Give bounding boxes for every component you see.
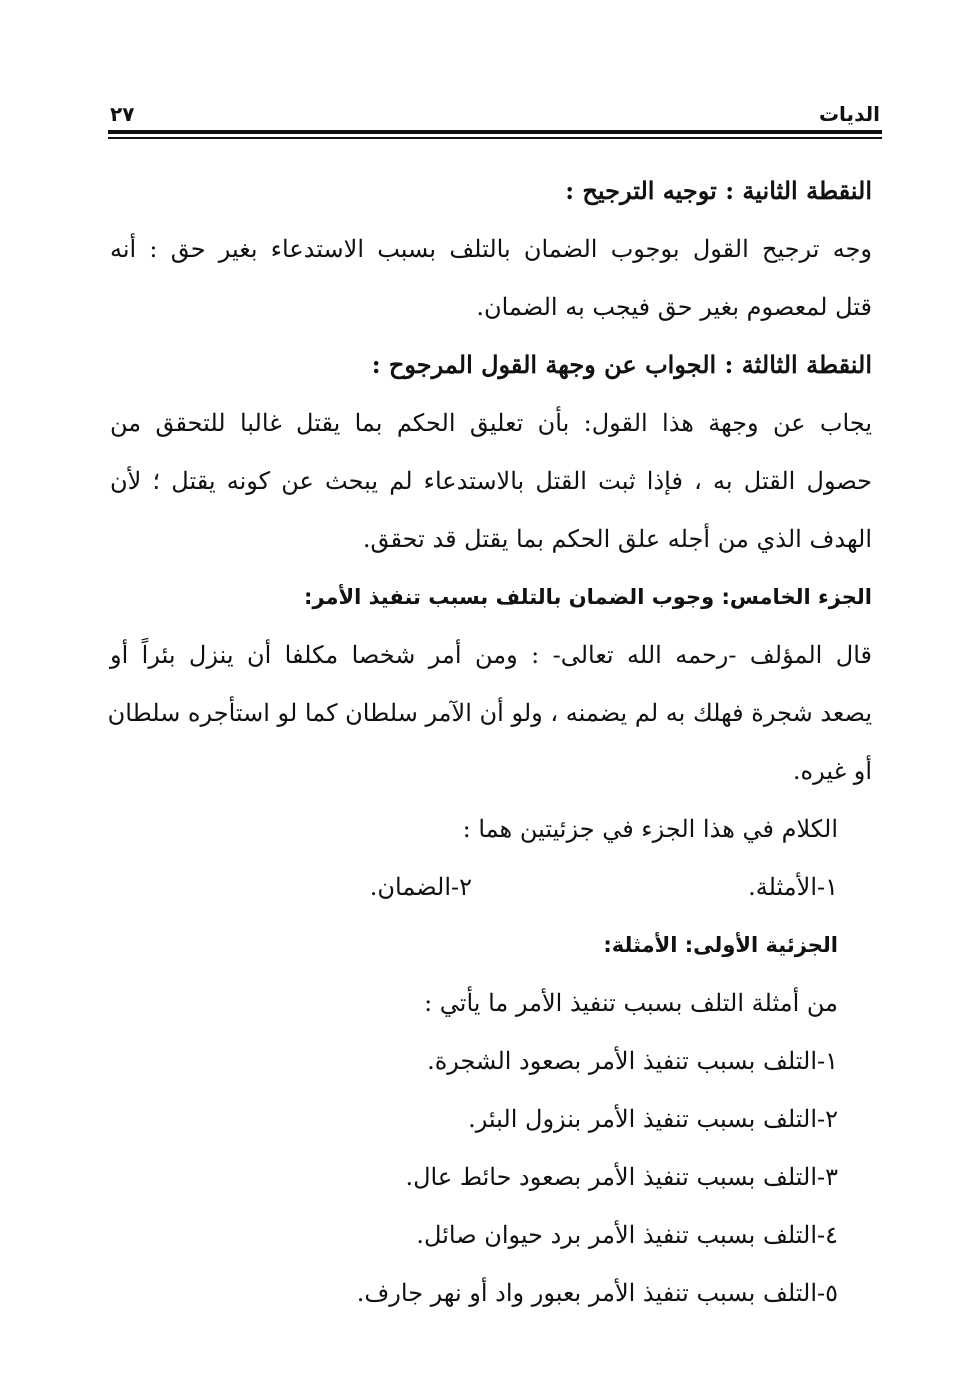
paragraph-line: وجه ترجيح القول بوجوب الضمان بالتلف بسبب الاستدعاء بغير حق : أنه [110, 235, 872, 263]
list-item: ١-الأمثلة. [748, 873, 838, 901]
paragraph-line: قتل لمعصوم بغير حق فيجب به الضمان. [476, 293, 872, 321]
running-title: الديات [818, 102, 880, 126]
page-number: ٢٧ [110, 102, 135, 126]
paragraph-line: يجاب عن وجهة هذا القول: بأن تعليق الحكم بما يقتل غالبا للتحقق من [110, 409, 872, 437]
header-rule-thin [108, 137, 882, 139]
list-item: ٥-التلف بسبب تنفيذ الأمر بعبور واد أو نهر جارف. [356, 1279, 838, 1307]
section-heading: النقطة الثانية : توجيه الترجيح : [565, 176, 872, 205]
list-item: ٢-التلف بسبب تنفيذ الأمر بنزول البئر. [468, 1105, 838, 1133]
paragraph-line: أو غيره. [792, 757, 872, 785]
paragraph-line: قال المؤلف -رحمه الله تعالى- : ومن أمر شخصا مكلفا أن ينزل بئراً أو [110, 641, 872, 669]
list-item: ٢-الضمان. [369, 873, 472, 901]
two-column-list [110, 858, 872, 916]
section-heading: النقطة الثالثة : الجواب عن وجهة القول المرجوح : [371, 350, 872, 379]
paragraph-line: الكلام في هذا الجزء في جزئيتين هما : [462, 815, 838, 843]
list-item: ٣-التلف بسبب تنفيذ الأمر بصعود حائط عال. [405, 1163, 838, 1191]
list-item: ٤-التلف بسبب تنفيذ الأمر برد حيوان صائل. [416, 1221, 838, 1249]
sub-heading: الجزئية الأولى: الأمثلة: [603, 933, 838, 957]
page-body [107, 162, 872, 1322]
header-rule-thick [108, 130, 882, 134]
paragraph-line: من أمثلة التلف بسبب تنفيذ الأمر ما يأتي : [424, 989, 838, 1017]
list-item: ١-التلف بسبب تنفيذ الأمر بصعود الشجرة. [427, 1047, 838, 1075]
running-header [110, 96, 880, 130]
paragraph-line: يصعد شجرة فهلك به لم يضمنه ، ولو أن الآمر سلطان كما لو استأجره سلطان [107, 699, 872, 727]
paragraph-line: حصول القتل به ، فإذا ثبت القتل بالاستدعاء لم يبحث عن كونه يقتل ؛ لأن [110, 467, 872, 495]
paragraph-line: الهدف الذي من أجله علق الحكم بما يقتل قد تحقق. [362, 525, 872, 553]
part-heading: الجزء الخامس: وجوب الضمان بالتلف بسبب تنفيذ الأمر: [304, 585, 872, 609]
